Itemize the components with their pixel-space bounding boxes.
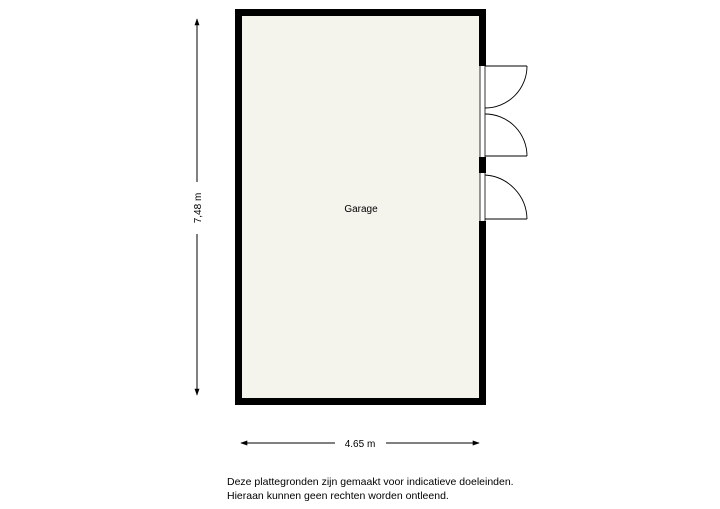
wall-bottom	[235, 398, 486, 405]
wall-top	[235, 9, 486, 16]
door-openings	[480, 66, 485, 221]
disclaimer	[227, 475, 647, 503]
room-label: Garage	[344, 204, 378, 215]
wall-right-lower	[479, 221, 486, 405]
wall-right-upper	[479, 9, 486, 66]
wall-left	[235, 9, 242, 405]
width-dimension	[241, 439, 479, 450]
height-dimension-label: 7,48 m	[193, 192, 204, 224]
disclaimer-line-1: Deze plattegronden zijn gemaakt voor indicatieve doeleinden.	[227, 476, 514, 488]
disclaimer-line-2: Hieraan kunnen geen rechten worden ontleend.	[227, 490, 449, 502]
height-dimension	[193, 19, 204, 395]
width-dimension-label: 4.65 m	[344, 439, 376, 450]
single-door	[485, 175, 527, 219]
double-door	[485, 66, 527, 156]
wall-right-mid	[479, 157, 486, 173]
